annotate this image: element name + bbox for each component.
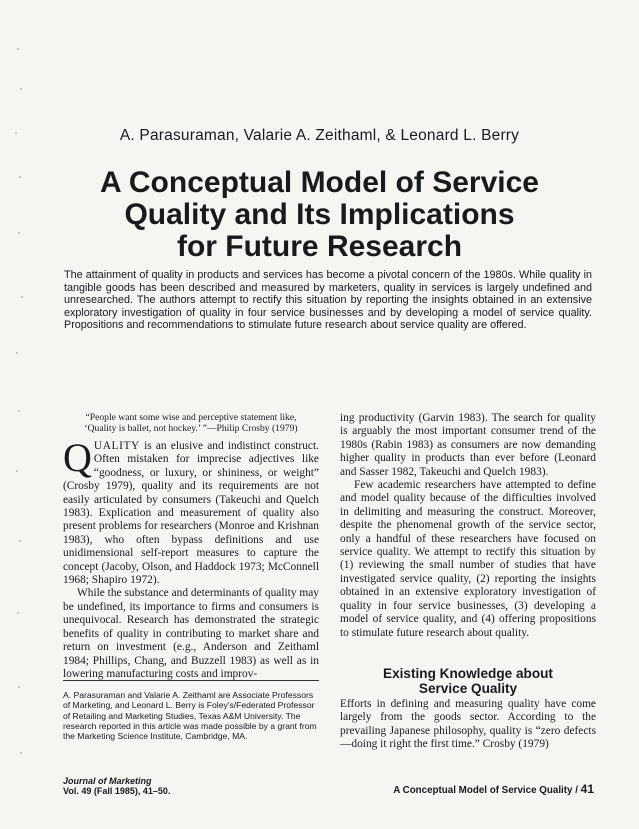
body-paragraph: ing productivity (Garvin 1983). The search for quality is arguably the most important consumer trend of the 1980s (Rabin 1983) as consumers are now demanding higher quality in products than ever before (Leonard and Sasser 1982, Takeuchi and Quelch 1983). (340, 412, 596, 478)
abstract: The attainment of quality in products and services has become a pivotal concern of the 1980s. While quality in tangible goods has been described and measured by marketers, quality in services is largely undefined and unresearched. The authors attempt to rectify this situation by reporting the insights obtained in an extensive exploratory investigation of quality in four service businesses and by developing a model of service quality. Propositions and recommendations to stimulate future research about service quality are offered. (64, 269, 592, 332)
article-authors: A. Parasuraman, Valarie A. Zeithaml, & Leonard L. Berry (119, 127, 520, 144)
scan-speck (16, 470, 18, 472)
page-number: 41 (580, 782, 594, 796)
epigraph (63, 412, 319, 434)
body-paragraph: While the substance and determinants of quality may be undefined, its importance to firms and consumers is unequivocal. Research has demonstrated the strategic benefits of quality in contributing to market share and return on investment (e.g., Anderson and Zeithaml 1984; Phillips, Chang, and Buzzell 1983) as well as in lowering manufacturing costs and improv- (63, 587, 319, 680)
footnote-divider (63, 680, 319, 681)
scan-speck (20, 88, 22, 90)
journal-issue: Vol. 49 (Fall 1985), 41–50. (63, 786, 171, 797)
journal-name: Journal of Marketing (63, 776, 152, 786)
article-title (0, 167, 639, 263)
section-heading-line: Service Quality (418, 680, 518, 696)
right-column (340, 412, 596, 640)
section-heading (340, 667, 596, 696)
scan-speck (17, 612, 19, 614)
first-word: UALITY (93, 440, 140, 452)
author-footnote: A. Parasuraman and Valarie A. Zeithaml are Associate Professors of Marketing, and Leonard L. Berry is Foley's/Federated Professor of Retailing and Marketing Studies, Texas A&M University. The research reported in this article was made possible by a grant from the Marketing Science Institute, Cambridge, MA. (63, 690, 317, 742)
scan-speck (18, 686, 20, 688)
scan-speck (20, 752, 22, 754)
left-column (63, 412, 319, 681)
title-line: Quality and Its Implications (124, 198, 515, 231)
paragraph-text: is an elusive and indistinct construct. Often mistaken for imprecise adjectives like “goodness, or luxury, or shininess, or weight” (Crosby 1979), quality and its requirements are not easily articulated by consumers (Takeuchi and Quelch 1983). Explication and measurement of quality also present problems for researchers (Monroe and Krishnan 1983), who often bypass definitions and use unidimensional self-report measures to capture the concept (Jacoby, Olson, and Haddock 1973; McConnell 1968; Shapiro 1972). (63, 440, 319, 587)
drop-cap: Q (63, 435, 92, 480)
running-head-title: A Conceptual Model of Service Quality / (393, 785, 581, 796)
intro-paragraph (63, 435, 319, 587)
title-line: for Future Research (176, 230, 463, 263)
section-heading-line: Existing Knowledge about (383, 666, 553, 681)
title-line: A Conceptual Model of Service (100, 166, 539, 199)
running-head (330, 782, 594, 796)
section-paragraph: Efforts in defining and measuring quality have come largely from the goods sector. According to the prevailing Japanese philosophy, quality is “zero defects—doing it right the first time.” Crosby (1979) (340, 698, 596, 751)
body-paragraph: Few academic researchers have attempted to define and model quality because of the difficulties involved in delimiting and measuring the construct. Moreover, despite the phenomenal growth of the service sector, only a handful of these researchers have focused on service quality. We attempt to rectify this situation by (1) reviewing the small number of studies that have investigated service quality, (2) reporting the insights obtained in an extensive exploratory investigation of quality in four service businesses, (3) developing a model of service quality, and (4) offering propositions to stimulate future research about quality. (340, 479, 596, 639)
scan-speck (16, 352, 18, 354)
epigraph-line: “People want some wise and perceptive statement like, (85, 412, 297, 423)
scan-speck (21, 296, 23, 298)
epigraph-line: ‘Quality is ballet, not hockey.’ ”—Philip Crosby (1979) (84, 423, 298, 434)
scan-speck (18, 410, 20, 412)
journal-citation (63, 776, 170, 797)
scan-speck (17, 48, 19, 50)
scan-speck (19, 540, 21, 542)
